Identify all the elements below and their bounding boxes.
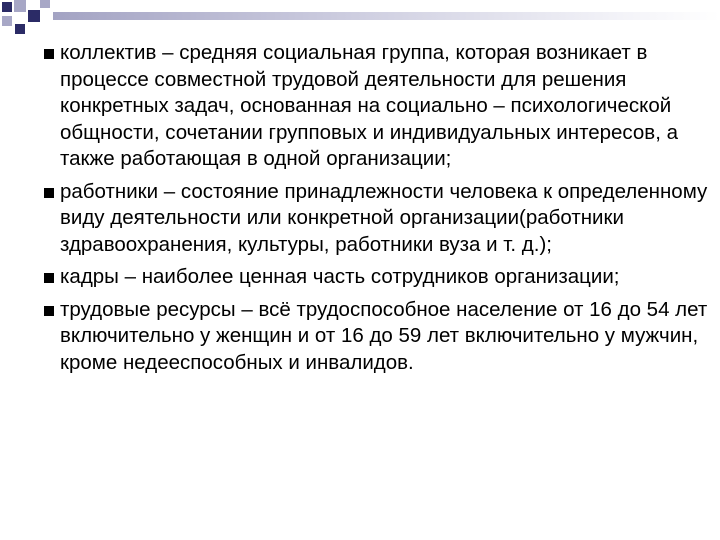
- decor-square-4: [2, 16, 12, 26]
- decor-square-3: [28, 10, 40, 22]
- slide-content: [40, 40, 715, 382]
- decor-square-1: [2, 2, 12, 12]
- decor-top-bar: [53, 12, 720, 20]
- bullet-item-trudovye-resursy: [40, 297, 715, 377]
- square-bullet-icon: [44, 49, 54, 59]
- decor-square-5: [15, 24, 25, 34]
- square-bullet-icon: [44, 306, 54, 316]
- square-bullet-icon: [44, 188, 54, 198]
- square-bullet-icon: [44, 273, 54, 283]
- bullet-text: работники – состояние принадлежности человека к определенному виду деятельности или конкретной организации(работники здравоохранения, культуры, работники вуза и т. д.);: [60, 179, 708, 256]
- bullet-text: коллектив – средняя социальная группа, которая возникает в процессе совместной трудовой деятельности для решения конкретных задач, основанная на социально – психологической общности, сочетании групповых и индивидуальных интересов, а также работающая в одной организации;: [60, 41, 678, 170]
- bullet-item-kollektiv: [40, 40, 715, 173]
- decor-square-2: [14, 0, 26, 12]
- bullet-item-kadry: [40, 264, 715, 291]
- bullet-text: кадры – наиболее ценная часть сотрудников организации;: [60, 265, 620, 288]
- bullet-item-rabotniki: [40, 179, 715, 259]
- decor-square-6: [40, 0, 50, 8]
- bullet-text: трудовые ресурсы – всё трудоспособное население от 16 до 54 лет включительно у женщин и от 16 до 59 лет включительно у мужчин, кроме недееспособных и инвалидов.: [60, 297, 708, 374]
